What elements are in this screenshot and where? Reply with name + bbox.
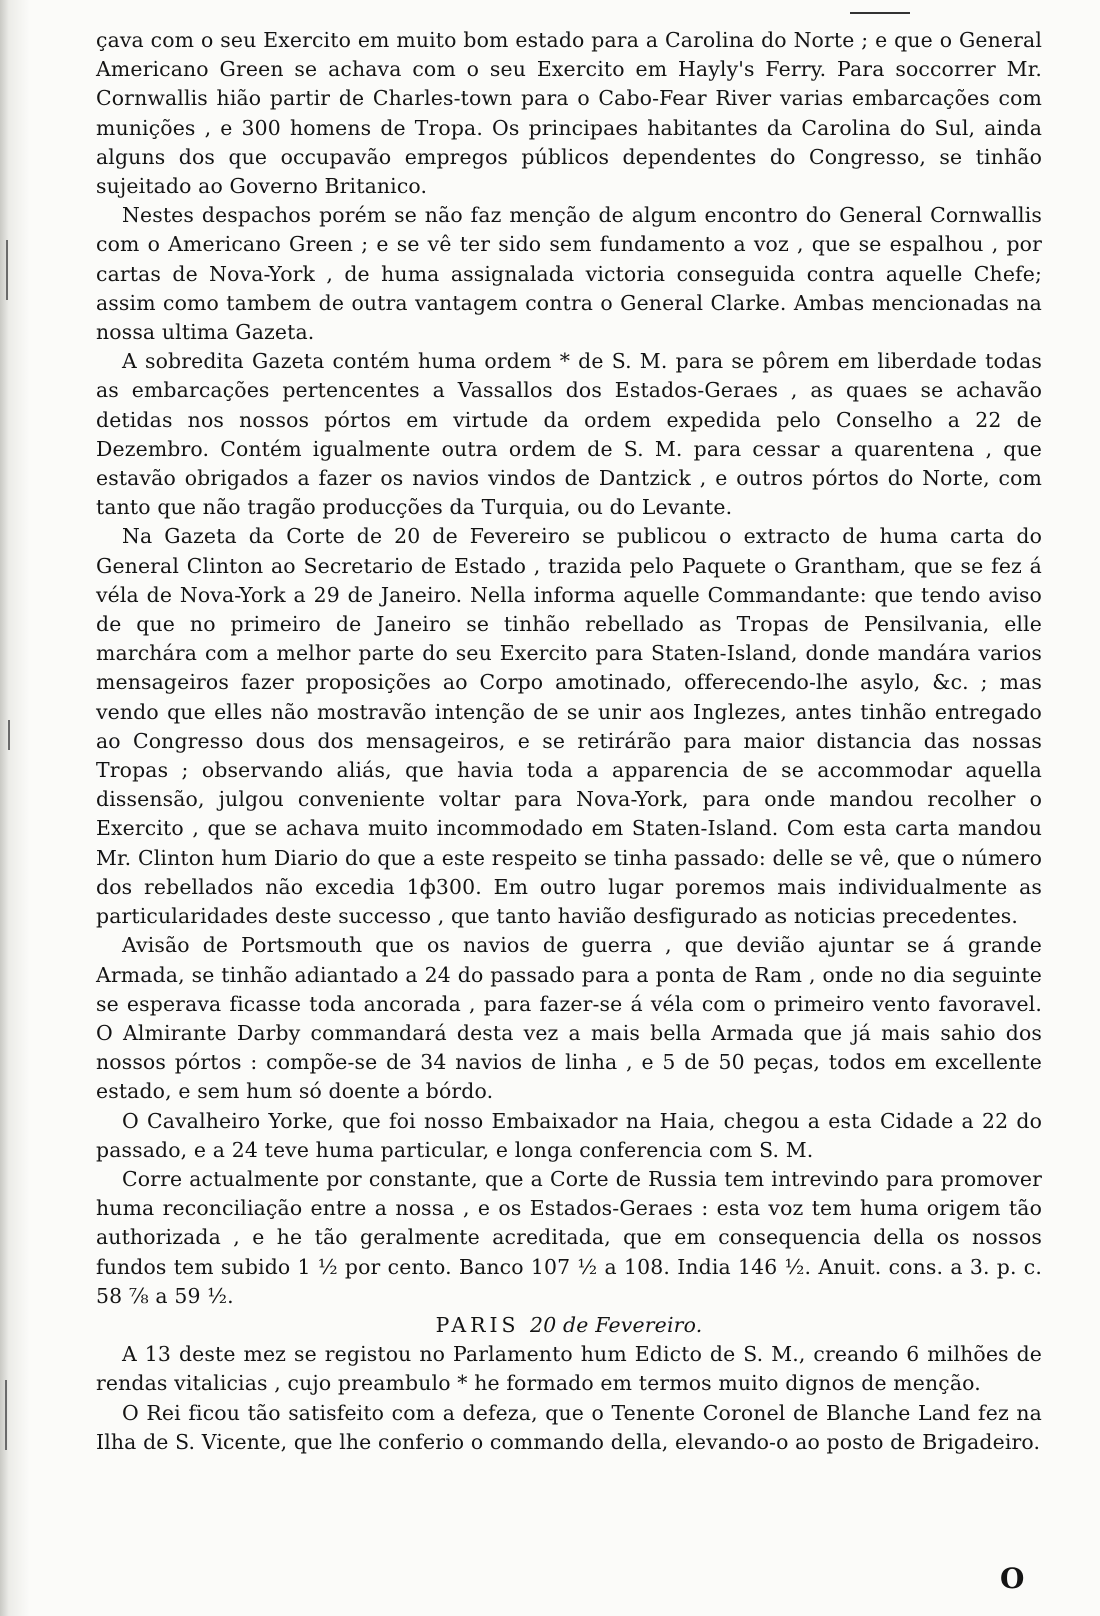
paragraph: Nestes despachos porém se não faz menção de algum encontro do General Cornwallis com o Americano Green ; e se vê ter sido sem fundamento a voz , que se espalhou , por cartas de Nova-York , de huma assignalada victoria conseguida contra aquelle Chefe; assim como tambem de outra vantagem contra o General Clarke. Ambas mencionadas na nossa ultima Gazeta. — [96, 203, 1042, 345]
catchword: O — [1000, 1562, 1025, 1595]
paragraph: A sobredita Gazeta contém huma ordem * de S. M. para se pôrem em liberdade todas as embarcações pertencentes a Vassallos dos Estados-Geraes , as quaes se achavão detidas nos nossos pórtos em virtude da ordem expedida pelo Conselho a 22 de Dezembro. Contém igualmente outra ordem de S. M. para cessar a quarentena , que estavão obrigados a fazer os navios vindos de Dantzick , e outros pórtos do Norte, com tanto que não tragão producções da Turquia, ou do Levante. — [96, 349, 1042, 520]
paragraph: O Rei ficou tão satisfeito com a defeza, que o Tenente Coronel de Blanche Land fez na Ilha de S. Vicente, que lhe conferio o commando della, elevando-o ao posto de Brigadeiro. — [96, 1400, 1042, 1454]
paragraph: A 13 deste mez se registou no Parlamento hum Edicto de S. M., creando 6 milhões de rendas vitalicias , cujo preambulo * he formado em termos muito dignos de menção. — [96, 1342, 1042, 1396]
top-rule — [850, 12, 910, 14]
dateline-date: 20 de Fevereiro. — [530, 1312, 703, 1337]
edge-scratch — [5, 1380, 7, 1450]
edge-scratch — [8, 720, 10, 750]
dateline-city: PARIS — [435, 1312, 520, 1337]
article-body — [96, 26, 1042, 1457]
paragraph: çava com o seu Exercito em muito bom estado para a Carolina do Norte ; e que o General Americano Green se achava com o seu Exercito em Hayly's Ferry. Para soccorrer Mr. Cornwallis hião partir de Charles-town para o Cabo-Fear River varias embarcações com munições , e 300 homens de Tropa. Os principaes habitantes da Carolina do Sul, ainda alguns dos que occupavão empregos públicos dependentes do Congresso, se tinhão sujeitado ao Governo Britanico. — [96, 28, 1042, 199]
paragraph: O Cavalheiro Yorke, que foi nosso Embaixador na Haia, chegou a esta Cidade a 22 do passado, e a 24 teve huma particular, e longa conferencia com S. M. — [96, 1108, 1042, 1162]
dateline-heading — [96, 1311, 1042, 1340]
paragraph: Avisão de Portsmouth que os navios de guerra , que devião ajuntar se á grande Armada, se tinhão adiantado a 24 do passado para a ponta de Ram , onde no dia seguinte se esperava ficasse toda ancorada , para fazer-se á véla com o primeiro vento favoravel. O Almirante Darby commandará desta vez a mais bella Armada que já mais sahio dos nossos pórtos : compõe-se de 34 navios de linha , e 5 de 50 peças, todos em excellente estado, e sem hum só doente a bórdo. — [96, 933, 1042, 1104]
paragraph: Corre actualmente por constante, que a Corte de Russia tem intrevindo para promover huma reconciliação entre a nossa , e os Estados-Geraes : esta voz tem huma origem tão authorizada , e he tão geralmente acreditada, que em consequencia della os nossos fundos tem subido 1 ½ por cento. Banco 107 ½ a 108. India 146 ½. Anuit. cons. a 3. p. c. 58 ⅞ a 59 ½. — [96, 1166, 1042, 1308]
page-binding-edge — [0, 0, 30, 1616]
edge-scratch — [6, 240, 8, 300]
paragraph: Na Gazeta da Corte de 20 de Fevereiro se publicou o extracto de huma carta do General Clinton ao Secretario de Estado , trazida pelo Paquete o Grantham, que se fez á véla de Nova-York a 29 de Janeiro. Nella informa aquelle Commandante: que tendo aviso de que no primeiro de Janeiro se tinhão rebellado as Tropas de Pensilvania, elle marchára com a melhor parte do seu Exercito para Staten-Island, donde mandára varios mensageiros fazer proposições ao Corpo amotinado, offerecendo-lhe asylo, &c. ; mas vendo que elles não mostravão intenção de se unir aos Inglezes, antes tinhão entregado ao Congresso dous dos mensageiros, e se retirárão para maior distancia das nossas Tropas ; observando aliás, que havia toda a apparencia de se accommodar aquella dissensão, julgou conveniente voltar para Nova-York, para onde mandou recolher o Exercito , que se achava muito incommodado em Staten-Island. Com esta carta mandou Mr. Clinton hum Diario do que a este respeito se tinha passado: delle se vê, que o número dos rebellados não excedia 1ф300. Em outro lugar poremos mais individualmente as particularidades deste successo , que tanto havião desfigurado as noticias precedentes. — [96, 524, 1042, 929]
